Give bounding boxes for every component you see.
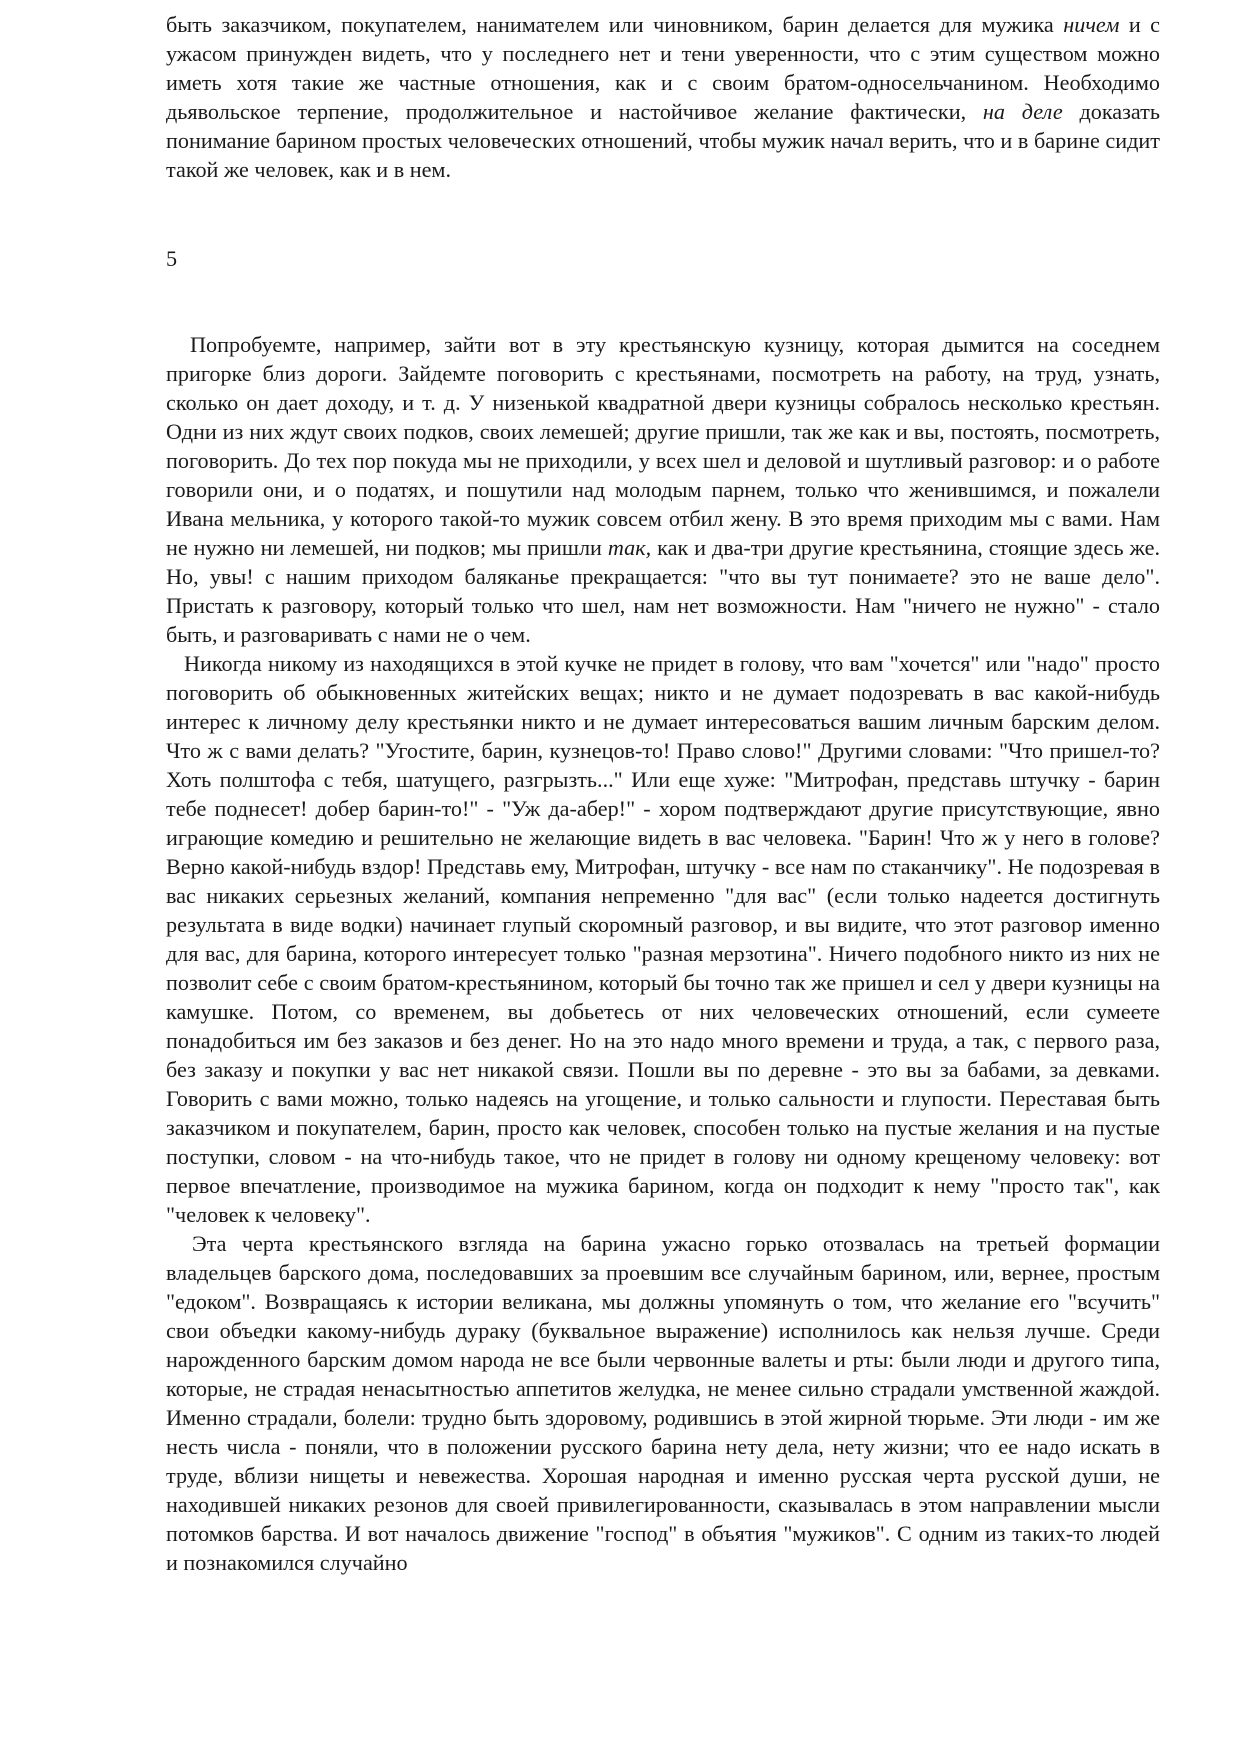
- page-number: 5: [166, 246, 178, 271]
- top-paragraph-text-3: доказать понимание барином простых человеческих отношений, чтобы мужик начал верить, что и в барине сидит такой же человек, как и в нем.: [166, 99, 1160, 182]
- top-paragraph-italic-1: ничем: [1063, 12, 1120, 37]
- paragraph-1-text-1: Попробуемте, например, зайти вот в эту крестьянскую кузницу, которая дымится на соседнем пригорке близ дороги. Зайдемте поговорить с крестьянами, посмотреть на работу, на труд, узнать, сколько он дает доходу, и т. д. У низенькой квадратной двери кузницы собралось несколько крестьян. Одни из них ждут своих подков, своих лемешей; другие пришли, так же как и вы, постоять, посмотреть, поговорить. До тех пор покуда мы не приходили, у всех шел и деловой и шутливый разговор: и о работе говорили они, и о податях, и пошутили над молодым парнем, только что женившимся, и пожалели Ивана мельника, у которого такой-то мужик совсем отбил жену. В это время приходим мы с вами. Нам не нужно ни лемешей, ни подков; мы пришли: [166, 332, 1160, 560]
- main-text-block: [166, 330, 1160, 1577]
- paragraph-1: [166, 330, 1160, 649]
- top-paragraph-italic-2: на деле: [982, 99, 1063, 124]
- top-paragraph-text-2: и с ужасом принужден видеть, что у последнего нет и тени уверенности, что с этим существом можно иметь хотя такие же частные отношения, как и с своим братом-односельчанином. Необходимо дьявольское терпение, продолжительное и настойчивое желание фактически,: [166, 12, 1160, 124]
- top-paragraph: [166, 10, 1160, 184]
- paragraph-3: Эта черта крестьянского взгляда на барина ужасно горько отозвалась на третьей формации владельцев барского дома, последовавших за проевшим все случайным барином, или, вернее, простым "едоком". Возвращаясь к истории великана, мы должны упомянуть о том, что желание его "всучить" свои объедки какому-нибудь дураку (буквальное выражение) исполнилось как нельзя лучше. Среди нарожденного барским домом народа не все были червонные валеты и рты: были люди и другого типа, которые, не страдая ненасытностью аппетитов желудка, не менее сильно страдали умственной жаждой. Именно страдали, болели: трудно быть здоровому, родившись в этой жирной тюрьме. Эти люди - им же несть числа - поняли, что в положении русского барина нету дела, нету жизни; что ее надо искать в труде, вблизи нищеты и невежества. Хорошая народная и именно русская черта русской души, не находившей никаких резонов для своей привилегированности, сказывалась в этом направлении мысли потомков барства. И вот началось движение "господ" в объятия "мужиков". С одним из таких-то людей и познакомился случайно: [166, 1231, 1160, 1575]
- top-text-block: [166, 10, 1160, 184]
- top-paragraph-text-1: быть заказчиком, покупателем, нанимателем или чиновником, барин делается для мужика: [166, 12, 1064, 37]
- paragraph-1-text-2: как и два-три другие крестьянина, стоящие здесь же. Но, увы! с нашим приходом баляканье прекращается: "что вы тут понимаете? это не ваше дело". Пристать к разговору, который только что шел, нам нет возможности. Нам "ничего не нужно" - стало быть, и разговаривать с нами не о чем.: [166, 535, 1160, 647]
- paragraph-1-italic: так,: [607, 535, 652, 560]
- paragraph-2: Никогда никому из находящихся в этой кучке не придет в голову, что вам "хочется" или "надо" просто поговорить об обыкновенных житейских вещах; никто и не думает подозревать в вас какой-нибудь интерес к личному делу крестьянки никто и не думает интересоваться вашим личным барским делом. Что ж с вами делать? "Угостите, барин, кузнецов-то! Право слово!" Другими словами: "Что пришел-то? Хоть полштофа с тебя, шатущего, разгрызть..." Или еще хуже: "Митрофан, представь штучку - барин тебе поднесет! добер барин-то!" - "Уж да-абер!" - хором подтверждают другие присутствующие, явно играющие комедию и решительно не желающие видеть в вас человека. "Барин! Что ж у него в голове? Верно какой-нибудь вздор! Представь ему, Митрофан, штучку - все нам по стаканчику". Не подозревая в вас никаких серьезных желаний, компания непременно "для вас" (если только надеется достигнуть результата в виде водки) начинает глупый скоромный разговор, и вы видите, что этот разговор именно для вас, для барина, которого интересует только "разная мерзотина". Ничего подобного никто из них не позволит себе с своим братом-крестьянином, который бы точно так же пришел и сел у двери кузницы на камушке. Потом, со временем, вы добьетесь от них человеческих отношений, если сумеете понадобиться им без заказов и без денег. Но на это надо много времени и труда, а так, с первого раза, без заказу и покупки у вас нет никакой связи. Пошли вы по деревне - это вы за бабами, за девками. Говорить с вами можно, только надеясь на угощение, и только сальности и глупости. Переставая быть заказчиком и покупателем, барин, просто как человек, способен только на пустые желания и на пустые поступки, словом - на что-нибудь такое, что не придет в голову ни одному крещеному человеку: вот первое впечатление, производимое на мужика барином, когда он подходит к нему "просто так", как "человек к человеку".: [166, 651, 1160, 1227]
